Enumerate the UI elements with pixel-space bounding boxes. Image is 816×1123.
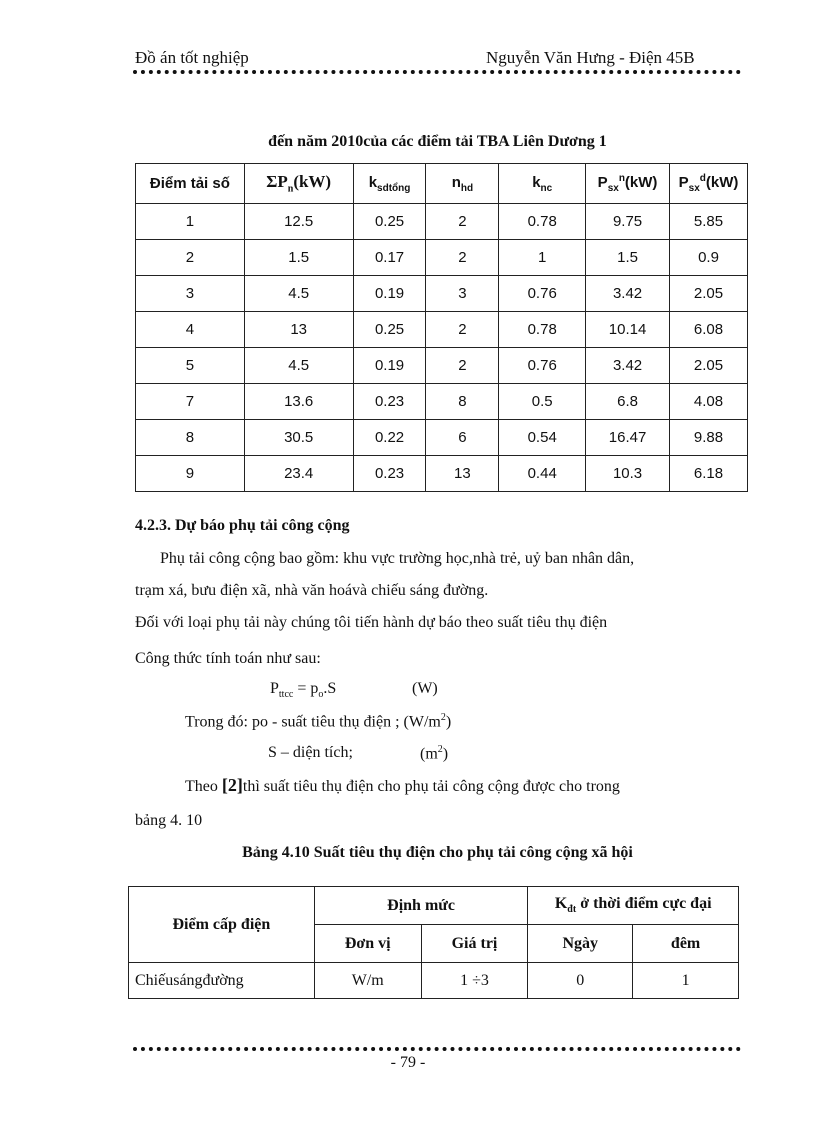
table-cell: 2 [426, 312, 499, 348]
table-cell: 0.25 [353, 312, 426, 348]
table-cell: 12.5 [244, 204, 353, 240]
table-row [136, 312, 748, 348]
section-title: 4.2.3. Dự báo phụ tải công cộng [135, 517, 350, 534]
paragraph-4: Công thức tính toán như sau: [135, 650, 321, 667]
footer-divider [133, 1047, 741, 1051]
where-line-1: Trong đó: po - suất tiêu thụ điện ; $(W/m^2)$ [185, 712, 452, 731]
table-row [136, 276, 748, 312]
table-cell: 0.76 [499, 276, 586, 312]
table-cell: 0.22 [353, 420, 426, 456]
table-cell: 0.17 [353, 240, 426, 276]
table-cell: 8 [136, 420, 245, 456]
table-cell: 2.05 [670, 276, 748, 312]
header-title: Đồ án tốt nghiệp [135, 48, 249, 67]
col-header-kdt: $K_{đt}$ ở thời điểm cực đại [528, 887, 739, 925]
cell-value: 1 ÷3 [421, 963, 528, 999]
table-cell: 4.5 [244, 348, 353, 384]
table-cell: 13 [426, 456, 499, 492]
table-row [136, 420, 748, 456]
table-cell: 9 [136, 456, 245, 492]
table-cell: 2 [426, 240, 499, 276]
table-row [136, 384, 748, 420]
col-header-ksd: $k_{sdtổng}$ [353, 164, 426, 204]
col-header-supply-point: Điểm cấp điện [129, 887, 315, 963]
formula: $P_{ttcc} = p_o.S$ [270, 680, 337, 701]
reference-sentence: Theo [2]thì suất tiêu thụ điện cho phụ tải công cộng được cho trong [185, 775, 620, 795]
col-header-sum-pn: $\Sigma P_n(kW)$ [244, 164, 353, 204]
table-cell: 5.85 [670, 204, 748, 240]
table-cell: 2 [426, 204, 499, 240]
table-cell: 0.19 [353, 348, 426, 384]
table-row [129, 963, 739, 999]
col-header-load-point: Điểm tải số [136, 164, 245, 204]
table-cell: 9.88 [670, 420, 748, 456]
table-cell: 9.75 [586, 204, 670, 240]
table-reference: bảng 4. 10 [135, 812, 203, 829]
table-row [136, 240, 748, 276]
col-header-psx-d: $P_{sx}^d(kW)$ [670, 164, 748, 204]
table-cell: 6.8 [586, 384, 670, 420]
table1-caption: đến năm 2010của các điểm tải TBA Liên Dương 1 [268, 133, 607, 150]
table-cell: 3 [426, 276, 499, 312]
table-cell: 8 [426, 384, 499, 420]
table-cell: 16.47 [586, 420, 670, 456]
table-row [136, 348, 748, 384]
table-cell: 13 [244, 312, 353, 348]
table-cell: 0.23 [353, 384, 426, 420]
table-cell: 30.5 [244, 420, 353, 456]
table-cell: 4 [136, 312, 245, 348]
table-cell: 3 [136, 276, 245, 312]
col-header-unit: Đơn vị [314, 925, 421, 963]
col-header-nhd: $n_{hd}$ [426, 164, 499, 204]
table-cell: 4.5 [244, 276, 353, 312]
table-cell: 3.42 [586, 348, 670, 384]
col-header-night: đêm [633, 925, 739, 963]
table-cell: 0.78 [499, 312, 586, 348]
table-cell: 1.5 [586, 240, 670, 276]
paragraph-1: Phụ tải công cộng bao gồm: khu vực trường học,nhà trẻ, uỷ ban nhân dân, [160, 550, 635, 567]
table-cell: 3.42 [586, 276, 670, 312]
table-cell: 23.4 [244, 456, 353, 492]
table-cell: 2 [136, 240, 245, 276]
table-cell: 2 [426, 348, 499, 384]
header-divider [133, 70, 741, 74]
paragraph-2: trạm xá, bưu điện xã, nhà văn hoávà chiếu sáng đường. [135, 582, 489, 599]
formula-unit: (W) [412, 680, 438, 697]
consumption-table [128, 886, 739, 999]
table-cell: 0.9 [670, 240, 748, 276]
table-cell: 0.44 [499, 456, 586, 492]
where-line-2-unit: $(m^2)$ [420, 744, 449, 763]
paragraph-3: Đối với loại phụ tải này chúng tôi tiến hành dự báo theo suất tiêu thụ điện [135, 614, 608, 631]
page-number: - 79 - [390, 1054, 426, 1071]
col-header-knc: $k_{nc}$ [499, 164, 586, 204]
table-cell: 0.5 [499, 384, 586, 420]
table-cell: 7 [136, 384, 245, 420]
table-cell: 0.54 [499, 420, 586, 456]
table-cell: 0.78 [499, 204, 586, 240]
reference-citation: [2] [221, 775, 243, 795]
table-cell: 4.08 [670, 384, 748, 420]
table-cell: 6 [426, 420, 499, 456]
table-cell: 2.05 [670, 348, 748, 384]
cell-night: 1 [633, 963, 739, 999]
table1-header-row [136, 164, 748, 204]
cell-point: Chiếusángđường [129, 963, 315, 999]
load-table [135, 163, 748, 492]
table-row [136, 204, 748, 240]
col-header-value: Giá trị [421, 925, 528, 963]
header-author: Nguyễn Văn Hưng - Điện 45B [486, 48, 695, 67]
table-cell: 6.08 [670, 312, 748, 348]
table-cell: 5 [136, 348, 245, 384]
table-cell: 1.5 [244, 240, 353, 276]
table-cell: 0.25 [353, 204, 426, 240]
col-header-norm: Định mức [314, 887, 528, 925]
table-cell: 0.19 [353, 276, 426, 312]
table-cell: 6.18 [670, 456, 748, 492]
table-cell: 1 [499, 240, 586, 276]
table-cell: 13.6 [244, 384, 353, 420]
table-cell: 0.23 [353, 456, 426, 492]
table-cell: 1 [136, 204, 245, 240]
cell-unit: W/m [314, 963, 421, 999]
col-header-day: Ngày [528, 925, 633, 963]
table-cell: 0.76 [499, 348, 586, 384]
table-cell: 10.3 [586, 456, 670, 492]
cell-day: 0 [528, 963, 633, 999]
where-line-2: S – diện tích; [268, 744, 353, 761]
table-row [136, 456, 748, 492]
table-cell: 10.14 [586, 312, 670, 348]
table2-caption: Bảng 4.10 Suất tiêu thụ điện cho phụ tải công cộng xã hội [242, 844, 633, 861]
col-header-psx-n: $P_{sx}^n(kW)$ [586, 164, 670, 204]
